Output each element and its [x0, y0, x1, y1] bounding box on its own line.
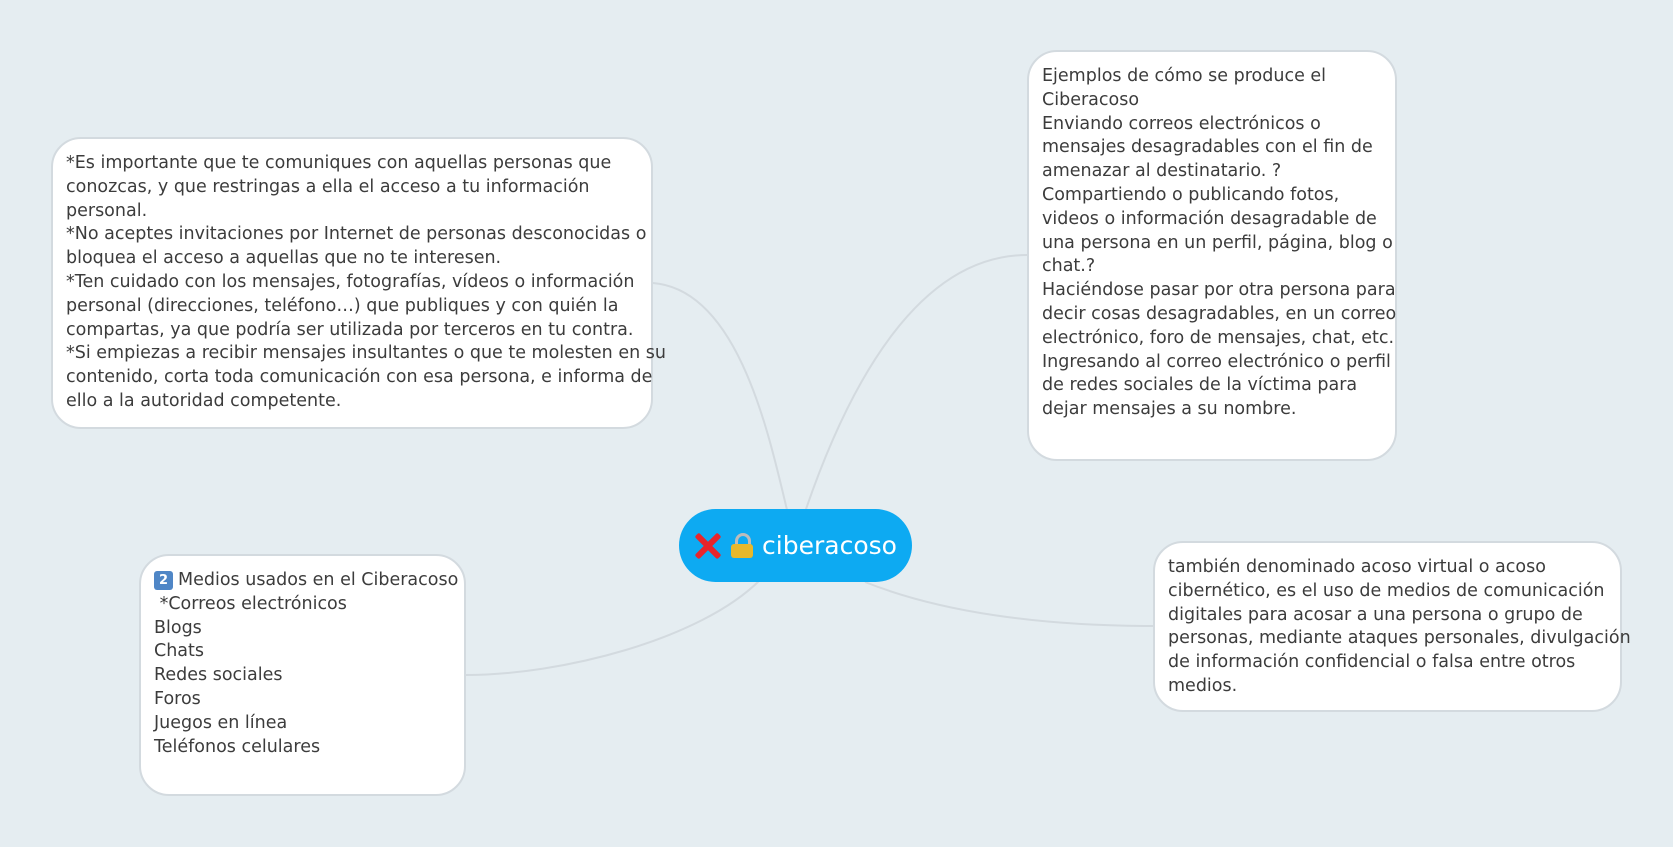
node-text-line: chat.? — [1042, 256, 1096, 277]
node-text-line: Ejemplos de cómo se produce el — [1042, 66, 1327, 86]
node-text-line: personal. — [66, 200, 148, 221]
node-text-line: Ciberacoso — [1042, 89, 1140, 110]
node-text-line: Blogs — [154, 617, 202, 638]
node-text-line: bloquea el acceso a aquellas que no te interesen. — [66, 248, 502, 269]
node-text-line: Redes sociales — [154, 665, 283, 686]
connector-examples — [805, 255, 1027, 512]
node-title-text: Medios usados en el Ciberacoso — [178, 570, 459, 590]
node-text-line: *Ten cuidado con los mensajes, fotografías, vídeos o información — [66, 271, 635, 292]
connector-tips — [653, 283, 788, 514]
node-text-line: de información confidencial o falsa entre otros — [1168, 652, 1576, 673]
node-text-line: medios. — [1168, 675, 1238, 696]
node-title — [154, 569, 459, 593]
node-text-line: personal (direcciones, teléfono…) que publiques y con quién la — [66, 295, 619, 316]
node-text-line: de redes sociales de la víctima para — [1042, 375, 1358, 396]
node-text-line: Chats — [154, 641, 205, 662]
topic-node-definition[interactable] — [1153, 541, 1631, 712]
node-text-line: personas, mediante ataques personales, divulgación — [1168, 628, 1631, 649]
node-text-line: *No aceptes invitaciones por Internet de personas desconocidas o — [66, 224, 647, 245]
node-text-line: una persona en un perfil, página, blog o — [1042, 232, 1393, 253]
node-text-line: electrónico, foro de mensajes, chat, etc. — [1042, 327, 1395, 348]
lock-icon — [731, 533, 753, 559]
connector-media — [466, 580, 760, 675]
topic-node-examples[interactable] — [1027, 50, 1397, 461]
node-text-line: *Si empiezas a recibir mensajes insultantes o que te molesten en su — [66, 343, 666, 364]
node-text-line: Haciéndose pasar por otra persona para — [1042, 280, 1396, 301]
central-topic-label: ciberacoso — [762, 531, 897, 560]
node-text-line: Compartiendo o publicando fotos, — [1042, 184, 1340, 205]
node-text-line: ello a la autoridad competente. — [66, 390, 342, 411]
node-text-line: Juegos en línea — [154, 712, 288, 733]
node-text-line: Teléfonos celulares — [154, 736, 321, 757]
keycap-two-icon: 2 — [154, 571, 173, 590]
node-text-line: Ingresando al correo electrónico o perfil — [1042, 351, 1391, 372]
node-text-line: compartas, ya que podría ser utilizada por terceros en tu contra. — [66, 319, 634, 340]
topic-node-safety-tips[interactable] — [51, 137, 666, 429]
node-text-line: Foros — [154, 688, 201, 709]
node-text-line: cibernético, es el uso de medios de comunicación — [1168, 580, 1605, 601]
cross-mark-icon — [694, 532, 722, 560]
node-text-line: dejar mensajes a su nombre. — [1042, 399, 1297, 420]
central-topic[interactable] — [679, 509, 912, 582]
node-text-line: contenido, corta toda comunicación con esa persona, e informa de — [66, 367, 653, 388]
node-text-line: amenazar al destinatario. ? — [1042, 161, 1282, 182]
node-text-line: *Es importante que te comuniques con aquellas personas que — [66, 153, 612, 173]
node-text-line: digitales para acosar a una persona o grupo de — [1168, 604, 1583, 625]
node-text-line: conozcas, y que restringas a ella el acceso a tu información — [66, 176, 590, 197]
node-text-line: decir cosas desagradables, en un correo — [1042, 303, 1397, 324]
node-text-line: también denominado acoso virtual o acoso — [1168, 557, 1546, 577]
node-text-line: mensajes desagradables con el fin de — [1042, 137, 1373, 158]
topic-node-media[interactable] — [139, 554, 466, 796]
node-text-line: *Correos electrónicos — [154, 593, 347, 614]
node-text-line: Enviando correos electrónicos o — [1042, 113, 1321, 134]
connector-definition — [865, 582, 1153, 626]
node-text-line: videos o información desagradable de — [1042, 208, 1377, 229]
